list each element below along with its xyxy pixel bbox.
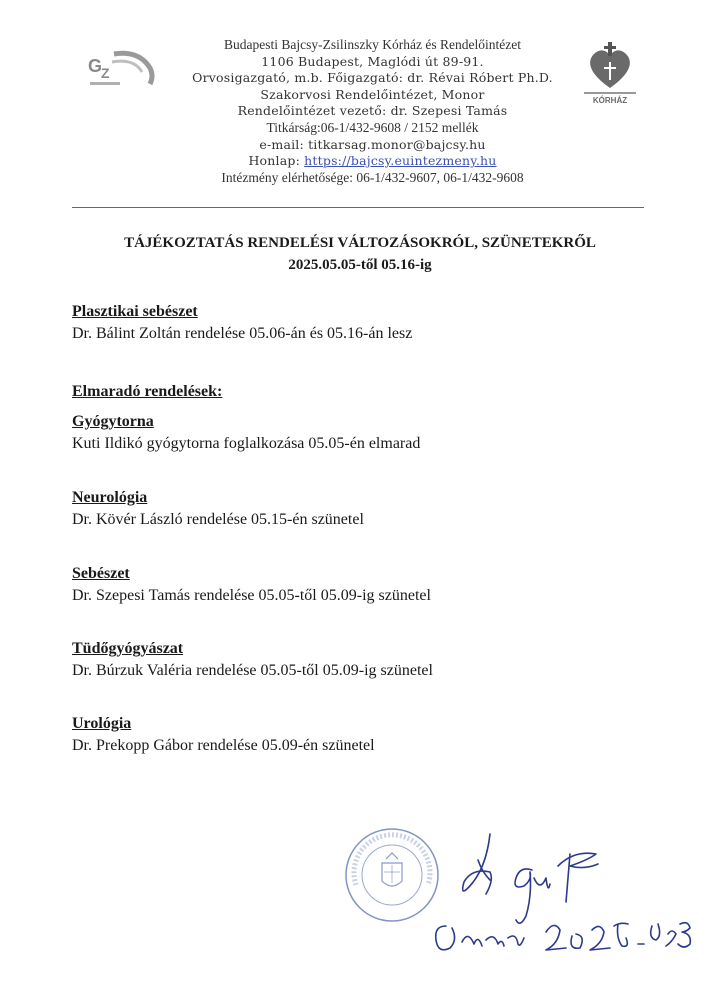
section-tudogyogyaszat (72, 639, 433, 683)
hospital-heart-logo-icon (580, 40, 640, 106)
section-text: Kuti Ildikó gyógytorna foglalkozása 05.05-én elmarad (72, 435, 421, 452)
email-line: e-mail: titkarsag.monor@bajcsy.hu (259, 136, 486, 152)
homepage-label: Honlap: (248, 153, 305, 169)
section-text: Dr. Szepesi Tamás rendelése 05.05-től 05.09-ig szünetel (72, 587, 431, 604)
svg-text:G: G (88, 56, 103, 76)
section-heading: Tüdőgyógyászat (72, 640, 184, 657)
section-sebeszet (72, 564, 431, 608)
section-heading: Neurológia (72, 489, 148, 506)
institution-name: Budapesti Bajcsy-Zsilinszky Kórház és Rendelőintézet (224, 37, 521, 52)
letterhead (170, 37, 575, 186)
director-line: Orvosigazgató, m.b. Főigazgató: dr. Révai Róbert Ph.D. (192, 70, 553, 86)
header-divider (72, 207, 644, 208)
section-text: Dr. Bálint Zoltán rendelése 05.06-án és 05.16-án lesz (72, 325, 413, 342)
notice-title (60, 232, 660, 276)
title-line-1: TÁJÉKOZTATÁS RENDELÉSI VÁLTOZÁSOKRÓL, SZÜNETEKRŐL (124, 235, 596, 251)
clinic-head: Rendelőintézet vezető: dr. Szepesi Tamás (237, 103, 508, 119)
section-gyogytorna (72, 412, 420, 456)
section-plasztikai (72, 302, 412, 346)
clinic-name: Szakorvosi Rendelőintézet, Monor (260, 86, 485, 102)
section-text: Dr. Prekopp Gábor rendelése 05.09-én szünetel (72, 737, 375, 754)
svg-text:Z: Z (101, 65, 110, 81)
section-text: Dr. Búrzuk Valéria rendelése 05.05-től 05.09-ig szünetel (72, 662, 433, 679)
section-heading: Sebészet (72, 565, 130, 582)
institution-address: 1106 Budapest, Maglódi út 89-91. (261, 53, 484, 69)
title-date-range: 2025.05.05-től 05.16-ig (288, 257, 432, 273)
section-heading: Urológia (72, 715, 132, 732)
gz-logo-icon (84, 44, 162, 90)
section-urologia (72, 714, 375, 758)
section-text: Dr. Kövér László rendelése 05.15-én szünetel (72, 511, 364, 528)
section-heading: Gyógytorna (72, 413, 154, 430)
contact-line: Intézmény elérhetősége: 06-1/432-9607, 06-1/432-9608 (221, 169, 524, 185)
cancelled-heading: Elmaradó rendelések: (72, 383, 223, 400)
section-heading: Plasztikai sebészet (72, 303, 198, 320)
section-neurologia (72, 488, 364, 532)
secretariat-phone: Titkárság:06-1/432-9608 / 2152 mellék (266, 119, 479, 135)
handwritten-signature-icon (420, 820, 700, 990)
homepage-link[interactable]: https://bajcsy.euintezmeny.hu (304, 153, 497, 169)
homepage-line (170, 153, 575, 170)
svg-text:KÓRHÁZ: KÓRHÁZ (592, 96, 628, 105)
